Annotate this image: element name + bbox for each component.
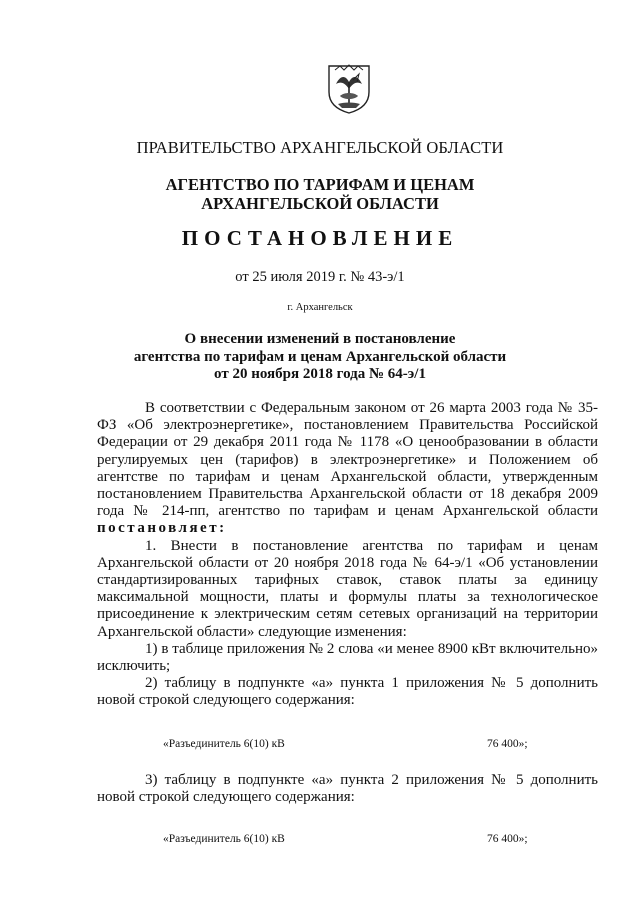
- document-subject: [0, 331, 640, 384]
- item-1-3-paragraph: 3) таблицу в подпункте «а» пункта 2 приложения № 5 дополнить новой строкой следующего содержания:: [97, 772, 598, 806]
- item-1-2-paragraph: 2) таблицу в подпункте «а» пункта 1 приложения № 5 дополнить новой строкой следующего содержания:: [97, 675, 598, 709]
- coat-of-arms-icon: [326, 62, 372, 114]
- preamble-paragraph: [97, 400, 598, 538]
- document-date-number: от 25 июля 2019 г. № 43-э/1: [235, 269, 405, 285]
- table-row-2-value: 76 400»;: [487, 833, 528, 845]
- agency-name-line2: АРХАНГЕЛЬСКОЙ ОБЛАСТИ: [201, 194, 439, 213]
- document-city: г. Архангельск: [287, 302, 353, 313]
- agency-name: [0, 175, 640, 213]
- document-body-continued: [97, 772, 598, 806]
- document-type-title: ПОСТАНОВЛЕНИЕ: [181, 226, 459, 250]
- table-row-1-value: 76 400»;: [487, 738, 528, 750]
- document-body: [97, 400, 598, 710]
- item-1-1-paragraph: 1) в таблице приложения № 2 слова «и менее 8900 кВт включительно» исключить;: [97, 640, 598, 675]
- agency-name-line1: АГЕНТСТВО ПО ТАРИФАМ И ЦЕНАМ: [165, 175, 475, 194]
- item-1-paragraph: 1. Внести в постановление агентства по тарифам и ценам Архангельской области от 20 ноября 2018 года № 64-э/1 «Об установлении стандартизированных тарифных ставок, ставок платы за единицу максимальной мощности, платы и формулы платы за технологическое присоединение к электрическим сетям сетевых организаций на территории Архангельской области» следующие изменения:: [97, 537, 598, 640]
- preamble-text: В соответствии с Федеральным законом от 26 марта 2003 года № 35-ФЗ «Об электроэнергетике», постановлением Правительства Российской Федерации от 29 декабря 2011 года № 1178 «О ценообразовании в области регулируемых цен (тарифов) в электроэнергетике» и Положением об агентстве по тарифам и ценам Архангельской области, утвержденным постановлением Правительства Архангельской области от 18 декабря 2009 года № 214-пп, агентство по тарифам и ценам Архангельской области: [97, 400, 598, 520]
- table-row-2-name: «Разъединитель 6(10) кВ: [163, 833, 285, 845]
- subject-line3: от 20 ноября 2018 года № 64-э/1: [214, 366, 426, 382]
- table-row-1-name: «Разъединитель 6(10) кВ: [163, 738, 285, 750]
- subject-line2: агентства по тарифам и ценам Архангельской области: [133, 348, 507, 365]
- subject-line1: О внесении изменений в постановление: [184, 331, 456, 347]
- government-name: ПРАВИТЕЛЬСТВО АРХАНГЕЛЬСКОЙ ОБЛАСТИ: [136, 138, 504, 157]
- decree-word: постановляет:: [97, 520, 227, 537]
